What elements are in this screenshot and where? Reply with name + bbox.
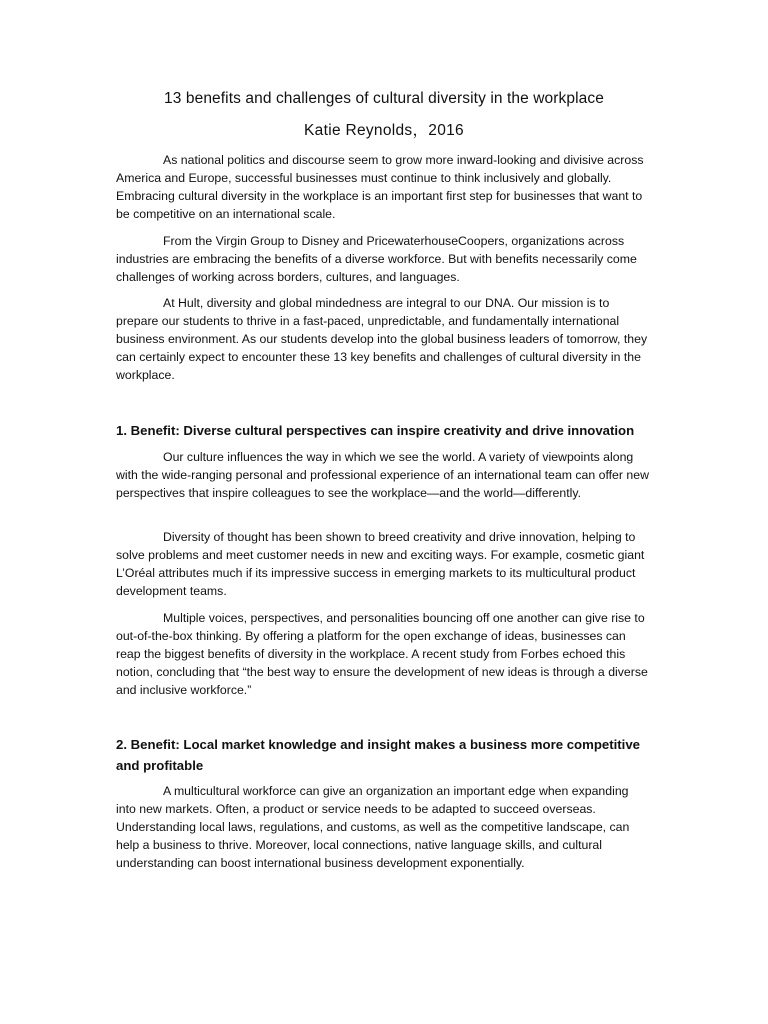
section-1-paragraph-2: Diversity of thought has been shown to breed creativity and drive innovation, helping to solve problems and meet customer needs in new and exciting ways. For example, cosmetic giant L’Oréal attributes much if its impressive success in emerging markets to its multicultural product development teams.	[116, 530, 645, 599]
intro-paragraph-1: As national politics and discourse seem to grow more inward-looking and divisive across America and Europe, successful businesses must continue to think inclusively and globally. Embracing cultural diversity in the workplace is an important first step for businesses that want to be competitive on an international scale.	[116, 153, 644, 222]
intro-paragraph-2: From the Virgin Group to Disney and PricewaterhouseCoopers, organizations across industries are embracing the benefits of a diverse workforce. But with benefits necessarily come challenges of working across borders, cultures, and languages.	[116, 234, 637, 285]
section-1-heading: 1. Benefit: Diverse cultural perspectives can inspire creativity and drive innovation	[116, 423, 635, 438]
intro-paragraph-3: At Hult, diversity and global mindedness are integral to our DNA. Our mission is to prepare our students to thrive in a fast-paced, unpredictable, and fundamentally international business environment. As our students develop into the global business leaders of tomorrow, they can certainly expect to encounter these 13 key benefits and challenges of cultural diversity in the workplace.	[116, 296, 648, 383]
document-title: 13 benefits and challenges of cultural diversity in the workplace	[164, 90, 604, 107]
document-author: Katie Reynolds，2016	[304, 122, 464, 139]
section-1-paragraph-1: Our culture influences the way in which we see the world. A variety of viewpoints along with the wide-ranging personal and professional experience of an international team can offer new perspectives that inspire colleagues to see the workplace—and the world—differently.	[116, 450, 649, 501]
section-2-heading: 2. Benefit: Local market knowledge and insight makes a business more competitive and profitable	[116, 737, 640, 773]
section-1-paragraph-3: Multiple voices, perspectives, and personalities bouncing off one another can give rise to out-of-the-box thinking. By offering a platform for the open exchange of ideas, businesses can reap the biggest benefits of diversity in the workplace. A recent study from Forbes echoed this notion, concluding that “the best way to ensure the development of new ideas is through a diverse and inclusive workforce.”	[116, 611, 648, 698]
section-2-paragraph-1: A multicultural workforce can give an organization an important edge when expanding into new markets. Often, a product or service needs to be adapted to succeed overseas. Understanding local laws, regulations, and customs, as well as the competitive landscape, can help a business to thrive. Moreover, local connections, native language skills, and cultural understanding can boost international business development exponentially.	[116, 784, 630, 871]
